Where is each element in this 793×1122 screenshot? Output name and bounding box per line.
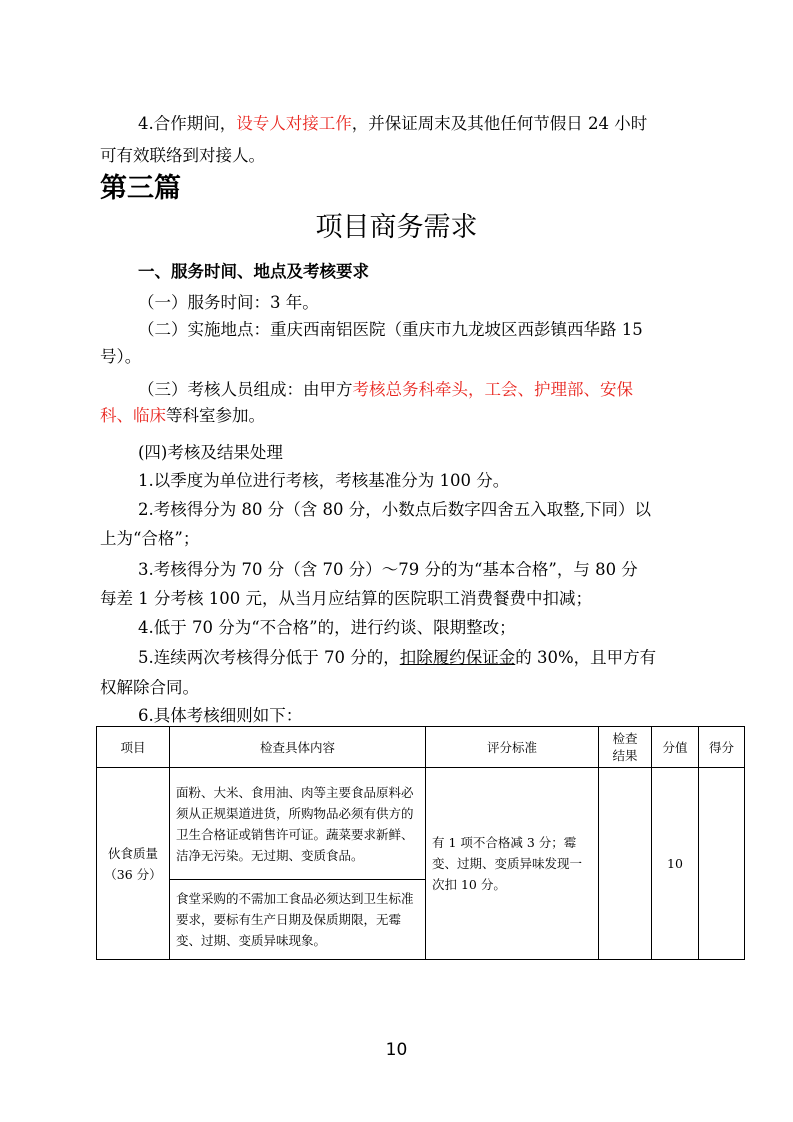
got-cell <box>699 768 745 960</box>
intro-line-1: 4.合作期间，设专人对接工作，并保证周末及其他任何节假日 24 小时 <box>138 114 648 133</box>
score-cell: 10 <box>652 768 699 960</box>
table-row <box>97 768 745 880</box>
content-cell-1: 面粉、大米、食用油、肉等主要食品原料必须从正规渠道进货，所购物品必须有供方的卫生合格证或销售许可证。蔬菜要求新鲜、洁净无污染。无过期、变质食品。 <box>170 768 426 880</box>
assessment-heading: (四)考核及结果处理 <box>138 443 283 462</box>
assessors-line-2: 科、临床等科室参加。 <box>100 406 265 425</box>
document-title: 项目商务需求 <box>315 212 478 243</box>
header-result: 检查 结果 <box>599 727 652 768</box>
deposit-deduction: 扣除履约保证金 <box>399 648 516 667</box>
rule-2-line-1: 2.考核得分为 80 分（含 80 分，小数点后数字四舍五入取整,下同）以 <box>138 500 651 519</box>
service-time: （一）服务时间：3 年。 <box>138 293 319 312</box>
rule-5-line-2: 权解除合同。 <box>100 678 199 697</box>
rule-2-line-2: 上为“合格”； <box>100 529 200 548</box>
rule-1: 1.以季度为单位进行考核，考核基准分为 100 分。 <box>138 471 510 490</box>
rule-6: 6.具体考核细则如下： <box>138 706 303 725</box>
location-line-2: 号）。 <box>100 347 142 366</box>
rule-3-line-2: 每差 1 分考核 100 元，从当月应结算的医院职工消费餐费中扣减； <box>100 589 592 608</box>
header-content: 检查具体内容 <box>170 727 426 768</box>
intro-line-2: 可有效联络到对接人。 <box>100 146 265 165</box>
header-item: 项目 <box>97 727 170 768</box>
content-cell-2: 食堂采购的不需加工食品必须达到卫生标准要求，要标有生产日期及保质期限，无霉变、过期、变质异味现象。 <box>170 880 426 960</box>
intro-highlight: 设专人对接工作 <box>236 114 352 133</box>
rule-3-line-1: 3.考核得分为 70 分（含 70 分）～79 分的为“基本合格”，与 80 分 <box>138 560 638 579</box>
rule-4: 4.低于 70 分为“不合格”的，进行约谈、限期整改； <box>138 618 516 637</box>
part-title: 第三篇 <box>100 173 181 204</box>
page-number: 10 <box>385 1040 408 1060</box>
location-line-1: （二）实施地点：重庆西南铝医院（重庆市九龙坡区西彭镇西华路 15 <box>138 320 643 339</box>
section-heading: 一、服务时间、地点及考核要求 <box>138 262 369 281</box>
rule-5-line-1: 5.连续两次考核得分低于 70 分的，扣除履约保证金的 30%，且甲方有 <box>138 648 657 667</box>
assessment-table <box>96 726 745 960</box>
item-cell: 伙食质量 （36 分） <box>97 768 170 960</box>
header-score: 分值 <box>652 727 699 768</box>
table-header-row <box>97 727 745 768</box>
header-got: 得分 <box>699 727 745 768</box>
result-cell <box>599 768 652 960</box>
header-criteria: 评分标准 <box>426 727 599 768</box>
assessors-line-1: （三）考核人员组成：由甲方考核总务科牵头，工会、护理部、安保 <box>138 380 633 399</box>
criteria-cell: 有 1 项不合格减 3 分；霉变、过期、变质异味发现一次扣 10 分。 <box>426 768 599 960</box>
